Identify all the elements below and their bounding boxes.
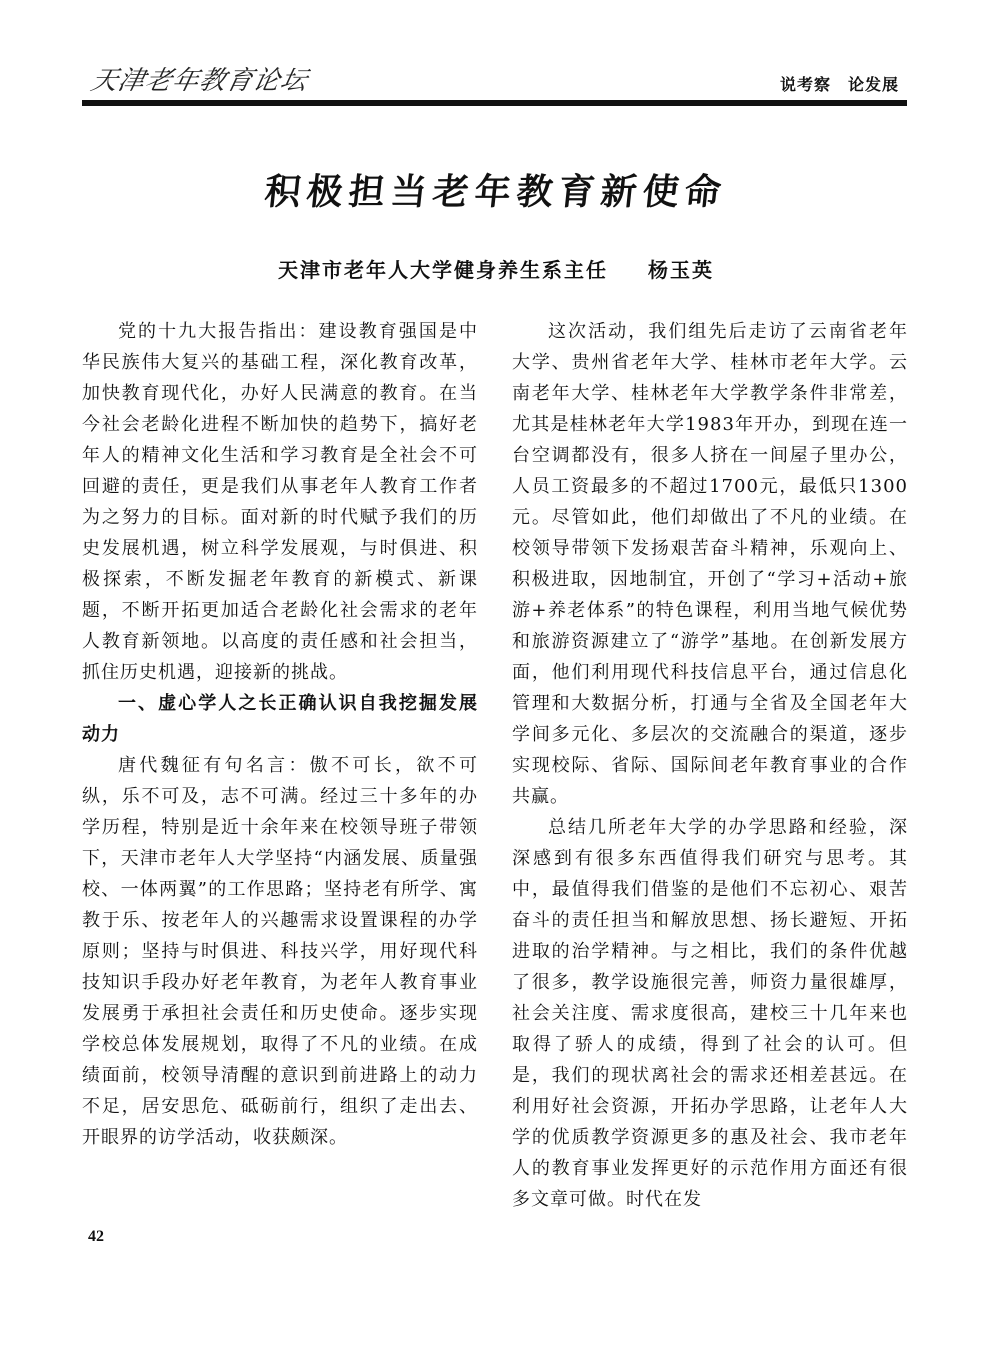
section-heading: 一、虚心学人之长正确认识自我挖掘发展动力 — [82, 693, 478, 745]
paragraph: 总结几所老年大学的办学思路和经验，深深感到有很多东西值得我们研究与思考。其中，最值得我们借鉴的是他们不忘初心、艰苦奋斗的责任担当和解放思想、扬长避短、开拓进取的治学精神。与之相比，我们的条件优越了很多，教学设施很完善，师资力量很雄厚，社会关注度、需求度很高，建校三十几年来也取得了骄人的成绩，得到了社会的认可。但是，我们的现状离社会的需求还相差甚远。在利用好社会资源，开拓办学思路，让老年人大学的优质教学资源更多的惠及社会、我市老年人的教育事业发挥更好的示范作用方面还有很多文章可做。时代在发 — [512, 817, 908, 1210]
page-number: 42 — [88, 1228, 104, 1245]
paragraph: 唐代魏征有句名言：傲不可长，欲不可纵，乐不可及，志不可满。经过三十多年的办学历程，特别是近十余年来在校领导班子带领下，天津市老年人大学坚持“内涵发展、质量强校、一体两翼”的工作思路；坚持老有所学、寓教于乐、按老年人的兴趣需求设置课程的办学原则；坚持与时俱进、科技兴学，用好现代科技知识手段办好老年教育，为老年人教育事业发展勇于承担社会责任和历史使命。逐步实现学校总体发展规划，取得了不凡的业绩。在成绩面前，校领导清醒的意识到前进路上的动力不足，居安思危、砥砺前行，组织了走出去、开眼界的访学活动，收获颇深。 — [82, 755, 478, 1148]
paragraph: 这次活动，我们组先后走访了云南省老年大学、贵州省老年大学、桂林市老年大学。云南老年大学、桂林老年大学教学条件非常差，尤其是桂林老年大学1983年开办，到现在连一台空调都没有，很多人挤在一间屋子里办公，人员工资最多的不超过1700元，最低只1300元。尽管如此，他们却做出了不凡的业绩。在校领导带领下发扬艰苦奋斗精神，乐观向上、积极进取，因地制宜，开创了“学习+活动+旅游+养老体系”的特色课程，利用当地气候优势和旅游资源建立了“游学”基地。在创新发展方面，他们利用现代科技信息平台，通过信息化管理和大数据分析，打通与全省及全国老年大学间多元化、多层次的交流融合的渠道，逐步实现校际、省际、国际间老年教育事业的合作共赢。 — [512, 321, 908, 807]
paragraph: 党的十九大报告指出：建设教育强国是中华民族伟大复兴的基础工程，深化教育改革，加快教育现代化，办好人民满意的教育。在当今社会老龄化进程不断加快的趋势下，搞好老年人的精神文化生活和学习教育是全社会不可回避的责任，更是我们从事老年人教育工作者为之努力的目标。面对新的时代赋予我们的历史发展机遇，树立科学发展观，与时俱进、积极探索，不断发掘老年教育的新模式、新课题，不断开拓更加适合老龄化社会需求的老年人教育新领地。以高度的责任感和社会担当，抓住历史机遇，迎接新的挑战。 — [82, 321, 478, 683]
author-line — [0, 254, 992, 283]
header-rule — [82, 100, 907, 106]
section-label: 说考察 论发展 — [779, 75, 899, 94]
article-title: 积极担当老年教育新使命 — [262, 172, 729, 213]
author-affiliation: 天津市老年人大学健身养生系主任 — [278, 258, 608, 282]
right-column — [512, 316, 908, 1215]
page-header — [82, 58, 907, 102]
author-name: 杨玉英 — [648, 258, 714, 282]
left-column — [82, 316, 478, 1153]
journal-logo: 天津老年教育论坛 — [88, 66, 311, 96]
